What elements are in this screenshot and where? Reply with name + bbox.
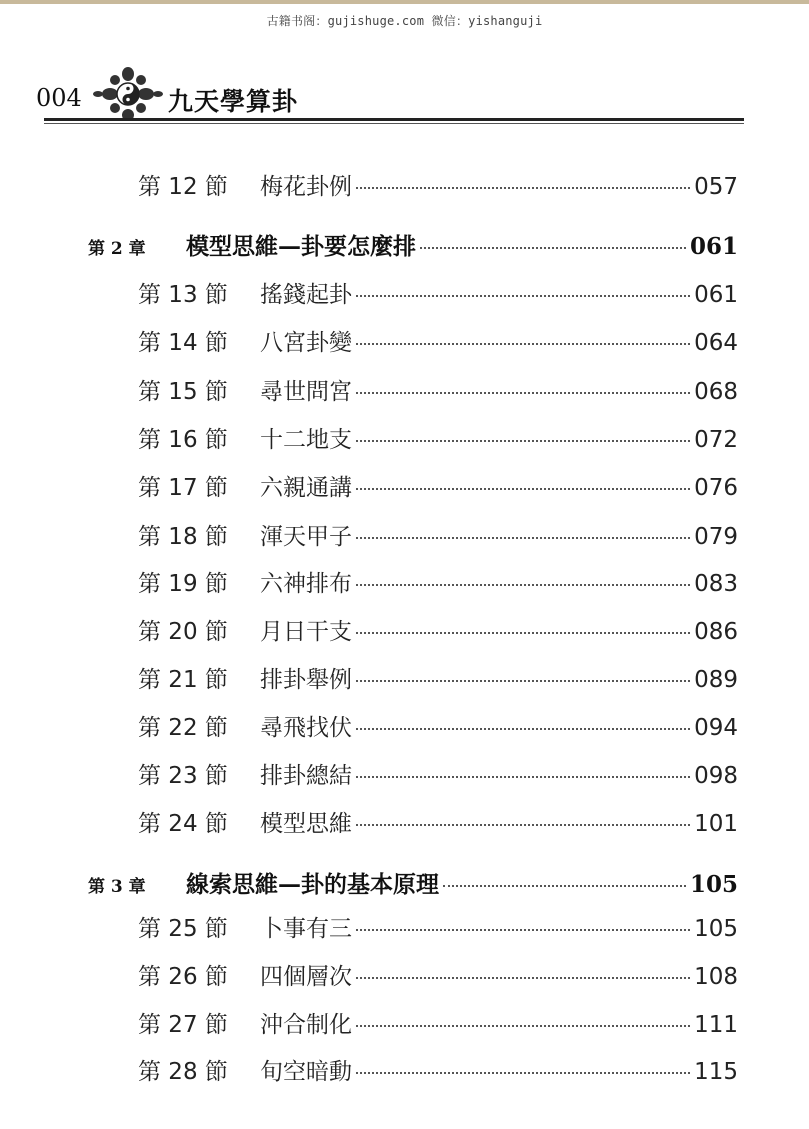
toc-section-row <box>138 324 738 357</box>
toc-section-row <box>138 1006 738 1039</box>
dot-leader <box>356 631 690 634</box>
toc-entry-page: 108 <box>694 964 738 990</box>
toc-entry-title: 尋飛找伏 <box>260 715 352 741</box>
toc-entry-title: 排卦總結 <box>260 763 352 789</box>
dot-leader <box>356 583 690 586</box>
dot-leader <box>356 391 690 394</box>
toc-entry-page: 115 <box>694 1059 738 1085</box>
toc-entry-label: 第 18 節 <box>138 524 228 550</box>
dot-leader <box>356 823 690 826</box>
page-number: 004 <box>36 84 82 112</box>
toc-entry-page: 083 <box>694 571 738 597</box>
toc-entry-page: 094 <box>694 715 738 741</box>
toc-entry-title: 排卦舉例 <box>260 667 352 693</box>
toc-entry-title: 尋世問宮 <box>260 379 352 405</box>
toc-entry-page: 064 <box>694 330 738 356</box>
toc-entry-title: 四個層次 <box>260 964 352 990</box>
dot-leader <box>356 536 690 539</box>
toc-entry-page: 057 <box>694 174 738 200</box>
toc-entry-label: 第 15 節 <box>138 379 228 405</box>
toc-entry-title: 旬空暗動 <box>260 1059 352 1085</box>
toc-entry-title: 渾天甲子 <box>260 524 352 550</box>
dot-leader <box>356 294 690 297</box>
toc-entry-label: 第 16 節 <box>138 427 228 453</box>
toc-entry-title: 八宮卦變 <box>260 330 352 356</box>
toc-section-row <box>138 1053 738 1086</box>
toc-entry-label: 第 24 節 <box>138 811 228 837</box>
toc-section-row <box>138 757 738 790</box>
toc-entry-page: 061 <box>694 282 738 308</box>
dot-leader <box>356 342 690 345</box>
toc-entry-title: 十二地支 <box>260 427 352 453</box>
toc-entry-page: 076 <box>694 475 738 501</box>
toc-entry-label: 第 17 節 <box>138 475 228 501</box>
toc-entry-page: 089 <box>694 667 738 693</box>
toc-entry-page: 079 <box>694 524 738 550</box>
toc-entry-title: 卜事有三 <box>260 916 352 942</box>
toc-entry-label: 第 25 節 <box>138 916 228 942</box>
toc-section-row <box>138 565 738 598</box>
toc-entry-label: 第 28 節 <box>138 1059 228 1085</box>
dot-leader <box>356 976 690 979</box>
toc-entry-title: 梅花卦例 <box>260 174 352 200</box>
toc-entry-page: 098 <box>694 763 738 789</box>
toc-entry-label: 第 12 節 <box>138 174 228 200</box>
book-title: 九天學算卦 <box>168 87 299 116</box>
watermark-text: 古籍书阁：gujishuge.com 微信：yishanguji <box>266 14 543 28</box>
toc-section-row <box>138 518 738 551</box>
toc-entry-title: 月日干支 <box>260 619 352 645</box>
toc-entry-label: 第 21 節 <box>138 667 228 693</box>
dot-leader <box>356 1071 690 1074</box>
toc-section-row <box>138 910 738 943</box>
toc-section-row <box>138 958 738 991</box>
toc-entry-page: 061 <box>689 233 738 260</box>
dot-leader <box>356 928 690 931</box>
toc-entry-title: 模型思維—卦要怎麼排 <box>186 233 416 260</box>
toc-section-row <box>138 469 738 502</box>
dot-leader <box>356 775 690 778</box>
toc-section-row <box>138 661 738 694</box>
toc-entry-title: 六親通講 <box>260 475 352 501</box>
toc-entry-label: 第 23 節 <box>138 763 228 789</box>
dot-leader <box>420 246 686 249</box>
toc-entry-label: 第 3 章 <box>88 877 146 897</box>
toc-entry-label: 第 13 節 <box>138 282 228 308</box>
toc-entry-label: 第 14 節 <box>138 330 228 356</box>
toc-section-row <box>138 168 738 201</box>
toc-entry-page: 086 <box>694 619 738 645</box>
toc-entry-page: 105 <box>689 871 738 898</box>
toc-section-row <box>138 613 738 646</box>
dot-leader <box>356 1024 690 1027</box>
toc-section-row <box>138 421 738 454</box>
toc-entry-label: 第 22 節 <box>138 715 228 741</box>
toc-entry-label: 第 20 節 <box>138 619 228 645</box>
toc-entry-title: 六神排布 <box>260 571 352 597</box>
dot-leader <box>356 727 690 730</box>
toc-section-row <box>138 373 738 406</box>
toc-entry-title: 模型思維 <box>260 811 352 837</box>
dot-leader <box>356 679 690 682</box>
toc-entry-label: 第 26 節 <box>138 964 228 990</box>
toc-entry-label: 第 2 章 <box>88 239 146 259</box>
toc-entry-title: 線索思維—卦的基本原理 <box>186 871 439 898</box>
toc-entry-page: 072 <box>694 427 738 453</box>
toc-section-row <box>138 709 738 742</box>
dot-leader <box>356 439 690 442</box>
toc-entry-label: 第 27 節 <box>138 1012 228 1038</box>
toc-entry-page: 105 <box>694 916 738 942</box>
toc-entry-page: 068 <box>694 379 738 405</box>
toc-entry-label: 第 19 節 <box>138 571 228 597</box>
toc-chapter-row <box>88 866 738 899</box>
toc-entry-title: 搖錢起卦 <box>260 282 352 308</box>
toc-entry-title: 沖合制化 <box>260 1012 352 1038</box>
toc-entry-page: 101 <box>694 811 738 837</box>
toc-section-row <box>138 805 738 838</box>
dot-leader <box>443 884 686 887</box>
toc-entry-page: 111 <box>694 1012 738 1038</box>
toc-chapter-row <box>88 228 738 261</box>
toc-section-row <box>138 276 738 309</box>
dot-leader <box>356 487 690 490</box>
dot-leader <box>356 186 690 189</box>
